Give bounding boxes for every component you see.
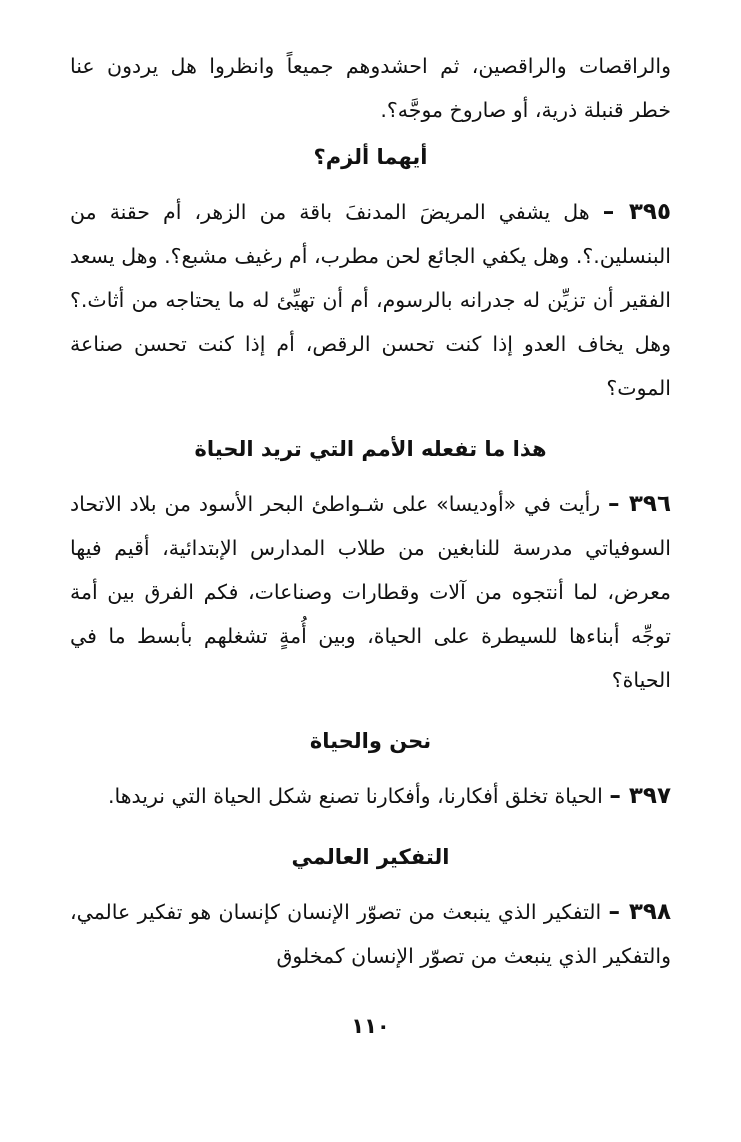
paragraph-text: التفكير الذي ينبعث من تصوّر الإنسان كإنسان هو تفكير عالمي، والتفكير الذي ينبعث من تصوّر الإنسان كمخلوق bbox=[70, 900, 671, 968]
paragraph-397 bbox=[70, 774, 671, 818]
section-heading-397: نحن والحياة bbox=[309, 729, 432, 753]
paragraph-number: ٣٩٨ – bbox=[608, 899, 671, 925]
paragraph-number: ٣٩٧ – bbox=[609, 783, 671, 809]
paragraph-text: هل يشفي المريضَ المدنفَ باقة من الزهر، أم حقنة من البنسلين.؟. وهل يكفي الجائع لحن مطرب، أم رغيف مشبع؟. وهل يسعد الفقير أن تزيِّن له جدرانه بالرسوم، أم أن تهيِّئ له ما يحتاجه من أثاث.؟ وهل يخاف العدو إذا كنت تحسن الرقص، أم إذا كنت تحسن صناعة الموت؟ bbox=[70, 200, 671, 400]
opening-paragraph: والراقصات والراقصين، ثم احشدوهم جميعاً وانظروا هل يردون عنا خطر قنبلة ذرية، أو صاروخ موجَّه؟. bbox=[70, 54, 671, 122]
section-heading-395: أيهما ألزم؟ bbox=[313, 145, 428, 169]
paragraph-text: الحياة تخلق أفكارنا، وأفكارنا تصنع شكل الحياة التي نريدها. bbox=[107, 784, 603, 808]
paragraph-number: ٣٩٥ – bbox=[602, 199, 671, 225]
page-number: ١١٠ bbox=[351, 1014, 390, 1038]
paragraph-number: ٣٩٦ – bbox=[608, 491, 671, 517]
paragraph-398 bbox=[70, 890, 671, 978]
section-heading-396: هذا ما تفعله الأمم التي تريد الحياة bbox=[194, 437, 547, 461]
paragraph-395 bbox=[70, 190, 671, 410]
paragraph-text: رأيت في «أوديسا» على شـواطئ البحر الأسود من بلاد الاتحاد السوفياتي مدرسة للنابغين من طلاب المدارس الإبتدائية، أقيم فيها معرض، لما أنتجوه من آلات وقطارات وصناعات، فكم الفرق بين أمة توجِّه أبناءها للسيطرة على الحياة، وبين أُمةٍ تشغلهم بأبسط ما في الحياة؟ bbox=[70, 492, 671, 692]
section-heading-398: التفكير العالمي bbox=[291, 845, 450, 869]
paragraph-396 bbox=[70, 482, 671, 702]
